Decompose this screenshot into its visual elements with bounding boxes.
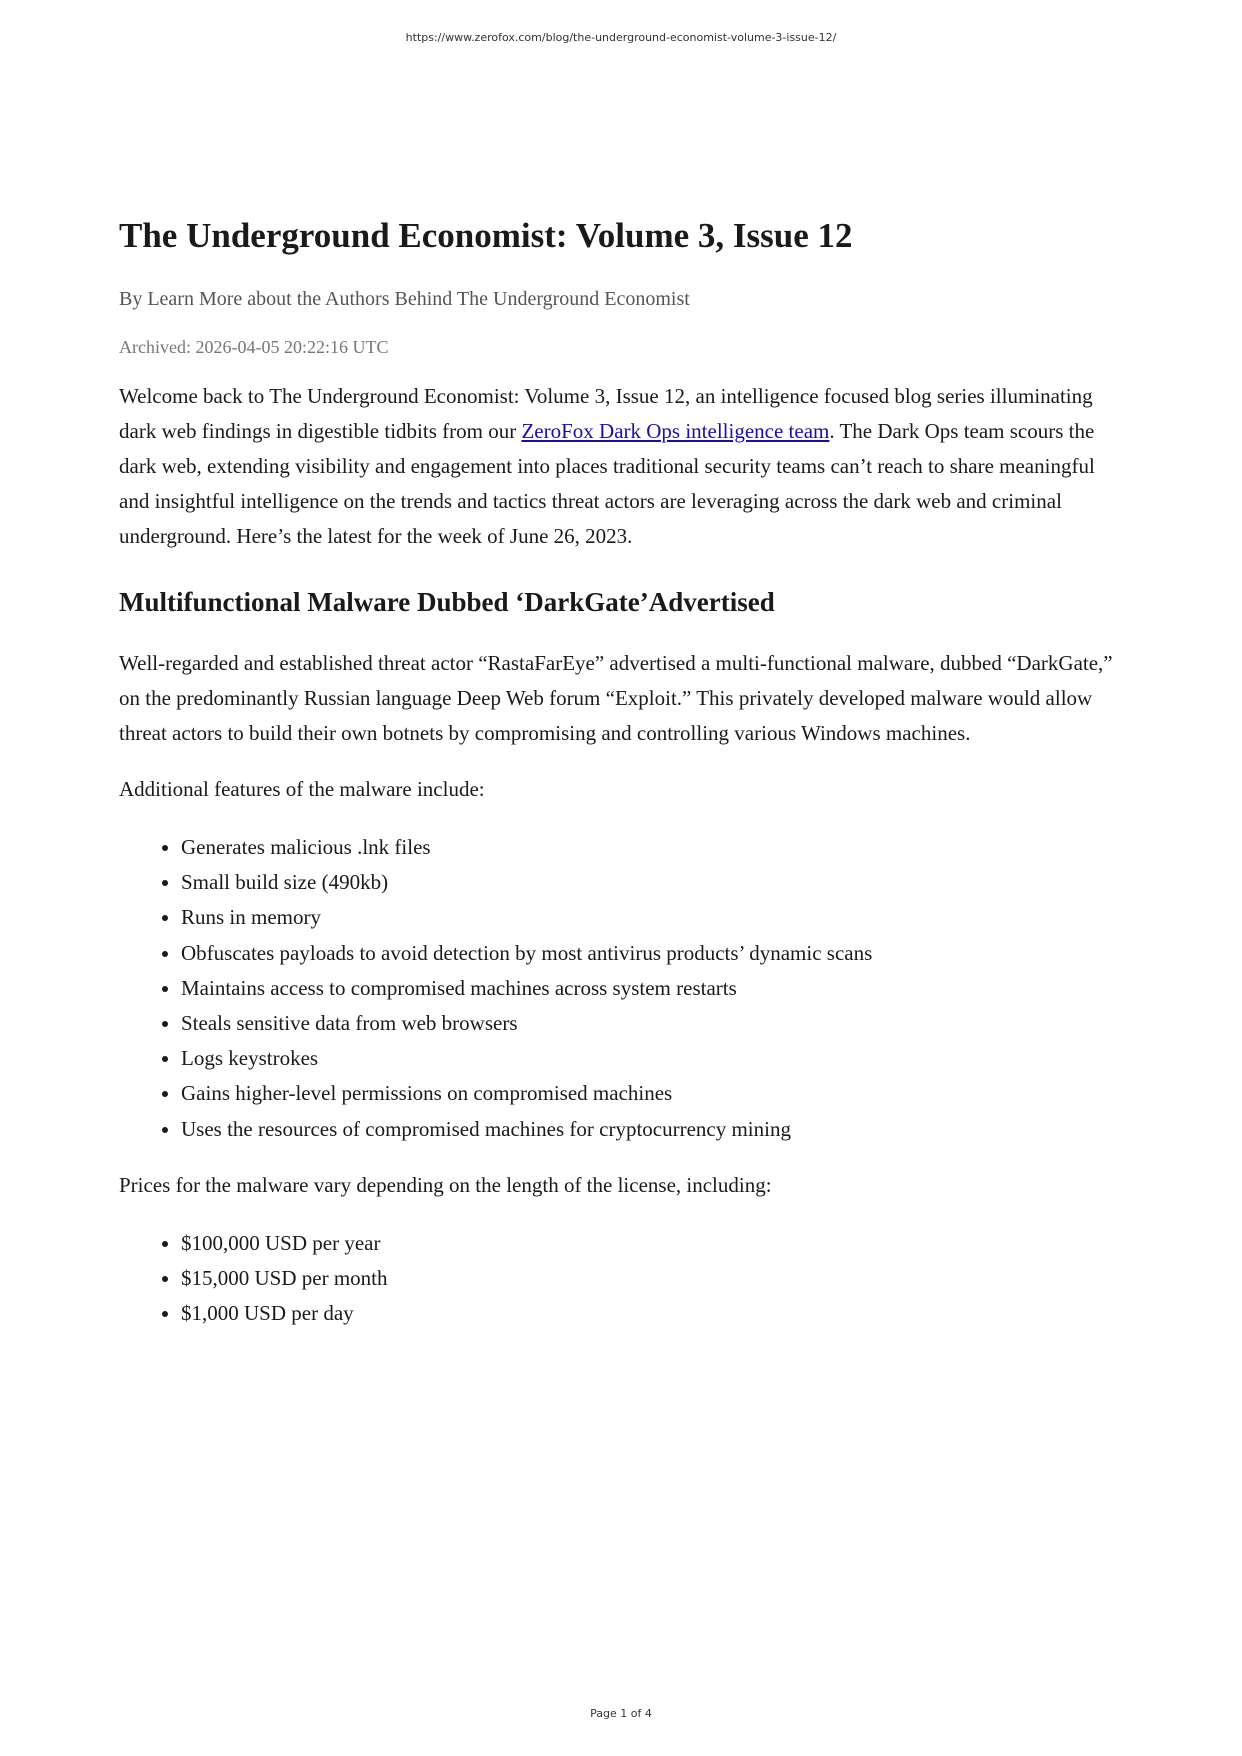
- intro-paragraph: [119, 379, 1129, 554]
- page-number: Page 1 of 4: [590, 1707, 652, 1720]
- list-item: • Logs keystrokes: [181, 1041, 1129, 1076]
- archived-timestamp: Archived: 2026-04-05 20:22:16 UTC: [119, 337, 389, 357]
- list-item: • $100,000 USD per year: [181, 1226, 1129, 1261]
- list-item: • Obfuscates payloads to avoid detection by most antivirus products’ dynamic scans: [181, 936, 1129, 971]
- prices-list: [119, 1226, 1129, 1332]
- prices-intro: Prices for the malware vary depending on the length of the license, including:: [119, 1172, 772, 1197]
- list-item: • Steals sensitive data from web browsers: [181, 1006, 1129, 1041]
- list-item: • Maintains access to compromised machines across system restarts: [181, 971, 1129, 1006]
- list-item: • Generates malicious .lnk files: [181, 830, 1129, 865]
- section-paragraph: Well-regarded and established threat actor “RastaFarEye” advertised a multi-functional malware, dubbed “DarkGate,” on the predominantly Russian language Deep Web forum “Exploit.” This privately developed malware would allow threat actors to build their own botnets by compromising and controlling various Windows machines.: [119, 651, 1113, 745]
- list-item: • $1,000 USD per day: [181, 1296, 1129, 1331]
- list-item: • Uses the resources of compromised machines for cryptocurrency mining: [181, 1112, 1129, 1147]
- intro-text-before-link: Welcome back to The Underground Economist: Volume 3, Issue 12, an intelligence focused blog series illuminating dark web findings in digestible tidbits from our: [119, 384, 1093, 443]
- article: [119, 212, 1129, 1331]
- page-url: https://www.zerofox.com/blog/the-underground-economist-volume-3-issue-12/: [405, 31, 837, 44]
- dark-ops-team-link[interactable]: ZeroFox Dark Ops intelligence team: [521, 419, 830, 443]
- list-item: • Small build size (490kb): [181, 865, 1129, 900]
- list-item: • Gains higher-level permissions on compromised machines: [181, 1076, 1129, 1111]
- article-title: The Underground Economist: Volume 3, Issue 12: [119, 216, 853, 255]
- intro-text-after-link: . The Dark Ops team scours the dark web, extending visibility and engagement into places traditional security teams can’t reach to share meaningful and insightful intelligence on the trends and tactics threat actors are leveraging across the dark web and criminal underground. Here’s the latest for the week of June 26, 2023.: [119, 419, 1095, 548]
- features-intro: Additional features of the malware include:: [119, 777, 485, 801]
- byline: By Learn More about the Authors Behind The Underground Economist: [119, 288, 690, 310]
- features-list: [119, 830, 1129, 1147]
- list-item: • $15,000 USD per month: [181, 1261, 1129, 1296]
- section-heading: Multifunctional Malware Dubbed ‘DarkGate’Advertised: [119, 587, 775, 617]
- list-item: • Runs in memory: [181, 900, 1129, 935]
